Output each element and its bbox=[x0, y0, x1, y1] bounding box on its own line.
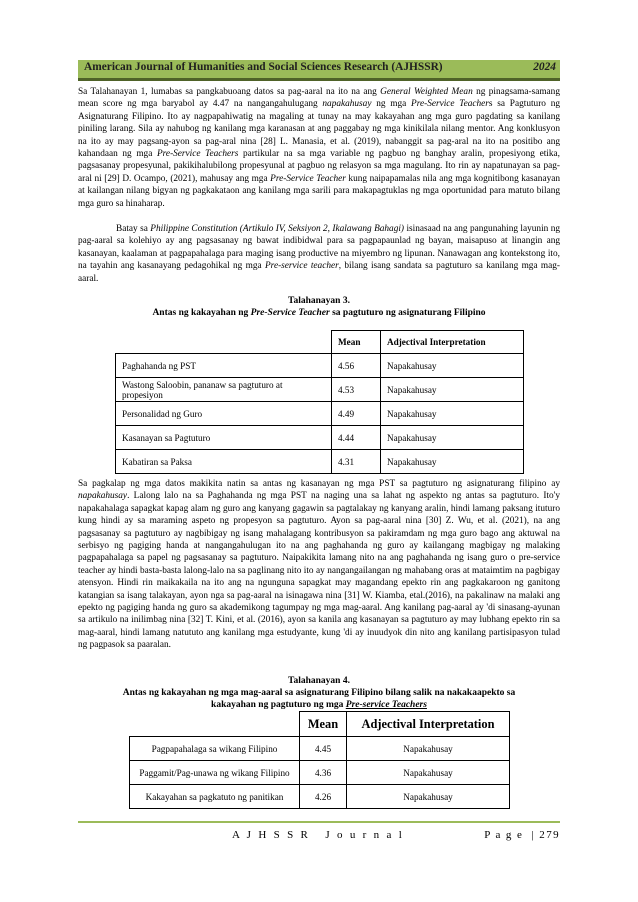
footer-journal: A J H S S R J o u r n a l bbox=[232, 829, 405, 841]
table-row: Kabatiran sa Paksa 4.31 Napakahusay bbox=[116, 450, 524, 474]
table4-col-interp: Adjectival Interpretation bbox=[347, 712, 510, 737]
table3-col-interp: Adjectival Interpretation bbox=[381, 331, 524, 354]
table3-label: Talahanayan 3. bbox=[288, 296, 350, 306]
journal-title: American Journal of Humanities and Social Sciences Research (AJHSSR) bbox=[84, 61, 443, 73]
table4-header-row bbox=[130, 712, 510, 737]
table4-header-blank bbox=[130, 712, 300, 737]
table-3 bbox=[115, 330, 524, 474]
table3-header-row bbox=[116, 331, 524, 354]
table-row: Pagpapahalaga sa wikang Filipino 4.45 Napakahusay bbox=[130, 737, 510, 761]
table-4 bbox=[129, 711, 510, 809]
table4-title-line1: Antas ng kakayahan ng mga mag-aaral sa asignaturang Filipino bilang salik na nakakaapekto sa bbox=[122, 688, 516, 699]
paragraph-1: Sa Talahanayan 1, lumabas sa pangkabuoang datos sa pag-aaral na ito na ang General Weighted Mean ng pinagsama-samang mean score ng mga baryabol ay 4.47 na nangangahulugang napakahusay ng mga Pre-Service Teachers sa Pagtuturo ng Asignaturang Filipino. Ito ay nagpapahiwatig na magaling at tunay na may kakayahan ang mga guro pagdating sa kanilang piniling larang. Sila ay nahubog ng kanilang mga karanasan at ang paggabay ng mga kinikilala nilang mentor. Ang konklusyon na ito ay may pagsang-ayon sa pag-aral nina [28] L. Manasia, et al. (2019), nabanggit sa pag-aral na ito na positibo ang kahandaan ng mga Pre-Service Teachers partikular na sa mga variable ng pagbuo ng banghay aralin, propesiyong etika, pagsasanay propesyunal, pakikihalubilong propesyunal at pagbuo ng relasyon sa mga magulang. Ito rin ay napatunayan sa pag-aral ni [29] D. Ocampo, (2021), mahusay ang mga Pre-Service Teacher kung naipapamalas nila ang mga kognitibong kasanayan at kailangan nilang bigyan ng pagkakataon ang kanilang mga sarili para makapagtuklas ng mga oportunidad para matuto bilang mga guro sa hinaharap. bbox=[78, 87, 560, 209]
table-row: Paghahanda ng PST 4.56 Napakahusay bbox=[116, 354, 524, 378]
paragraph-3: Sa pagkalap ng mga datos makikita natin sa antas ng kasanayan ng mga PST sa pagtuturo ng asignaturang filipino ay napakahusay. Lalong lalo na sa Paghahanda ng mga PST na naging una sa lahat ng aspekto ng antas sa pagtuturo. Ito'y napakahalaga sapagkat kapag alam ng guro ang kanyang gagawin sa pagtalakay ng kanyang aralin, hindi lamang paksang ituturo kung hindi ay sa maraming aspeto ng propesyon sa pagtuturo. Ayon sa pag-aaral nina [30] Z. Wu, et al. (2021), na ang pagsasanay sa pagtuturo ay nagbibigay ng isang mahalagang kontribusyon sa pakiramdam ng mga guro bago ang aktuwal na serbisyo ng pagiging handa at nangangahulugan ito na ang paghahanda ng guro ay kailangang magbigay ng malaking pagpapahalaga sa papel ng pagsasanay sa pagtuturo. Naipakikita lamang nito na ang paghahanda ng isang guro o pre-service teacher ay hindi basta-basta lalong-lalo na sa paglinang nito ito ay nangangailangan ng mahabang oras at mataimtim na pagbigay atensyon. Hindi rin maikakaila na ito ang na ngunguna sapagkat may magandang epekto rin ang pagkakaroon ng ganitong katangian sa isang talakayan, ayon nga sa pag-aaral na isinagawa nina [31] W. Kiamba, etal.(2016), na pakalinaw na malaki ang epekto ng pagiging handa ng guro sa akademikong tagumpay ng mga mag-aaral. Ang kanilang pag-aaral ay 'di sinasang-ayunan sa artikulo na inilimbag nina [32] T. Kini, et al. (2016), ayon sa kanila ang kasanayan sa pagtuturo ay may lubhang epekto rin sa mag-aaral, hindi lamang natututo ang kanilang mga estudyante, kung 'di ay inuudyok din nito ang kanilang partisipasyon tulad ng pagpasok sa paaralan. bbox=[78, 479, 560, 651]
table3-header-blank bbox=[116, 331, 332, 354]
page-number: P a g e | 279 bbox=[484, 829, 560, 841]
table3-caption bbox=[78, 295, 560, 319]
paragraph-2: Batay sa Philippine Constitution (Artikulo IV, Seksiyon 2, Ikalawang Bahagi) isinasaad na ang pangunahing layunin ng pag-aaral sa kolehiyo ay ang pagsasanay ng bawat indibidwal para sa pagpapaunlad ng bayan, maisapuso at linangin ang kasanayan, kaalaman at pagpapahalaga para maging isang productive na miyembro ng lipunan. Nanawagan ang kontekstong ito, na tayahin ang kasanayang pedagohikal ng mga Pre-service teacher, bilang isang sandata sa pagtuturo sa kanilang mga mag-aaral. bbox=[78, 224, 561, 284]
table4-title-line2: kakayahan ng pagtuturo ng mga Pre-service Teachers bbox=[211, 700, 427, 711]
table3-col-mean: Mean bbox=[332, 331, 381, 354]
table-row: Wastong Saloobin, pananaw sa pagtuturo at propesiyon 4.53 Napakahusay bbox=[116, 378, 524, 402]
table-row: Personalidad ng Guro 4.49 Napakahusay bbox=[116, 402, 524, 426]
table-row: Kasanayan sa Pagtuturo 4.44 Napakahusay bbox=[116, 426, 524, 450]
table4-col-mean: Mean bbox=[300, 712, 347, 737]
journal-year: 2024 bbox=[533, 61, 556, 73]
table-row: Paggamit/Pag-unawa ng wikang Filipino 4.36 Napakahusay bbox=[130, 761, 510, 785]
footer-rule bbox=[78, 821, 560, 823]
table-row: Kakayahan sa pagkatuto ng panitikan 4.26 Napakahusay bbox=[130, 785, 510, 809]
table4-caption bbox=[78, 675, 560, 712]
table3-title: Antas ng kakayahan ng Pre-Service Teacher sa pagtuturo ng asignaturang Filipino bbox=[152, 308, 486, 319]
table4-label: Talahanayan 4. bbox=[288, 676, 350, 686]
